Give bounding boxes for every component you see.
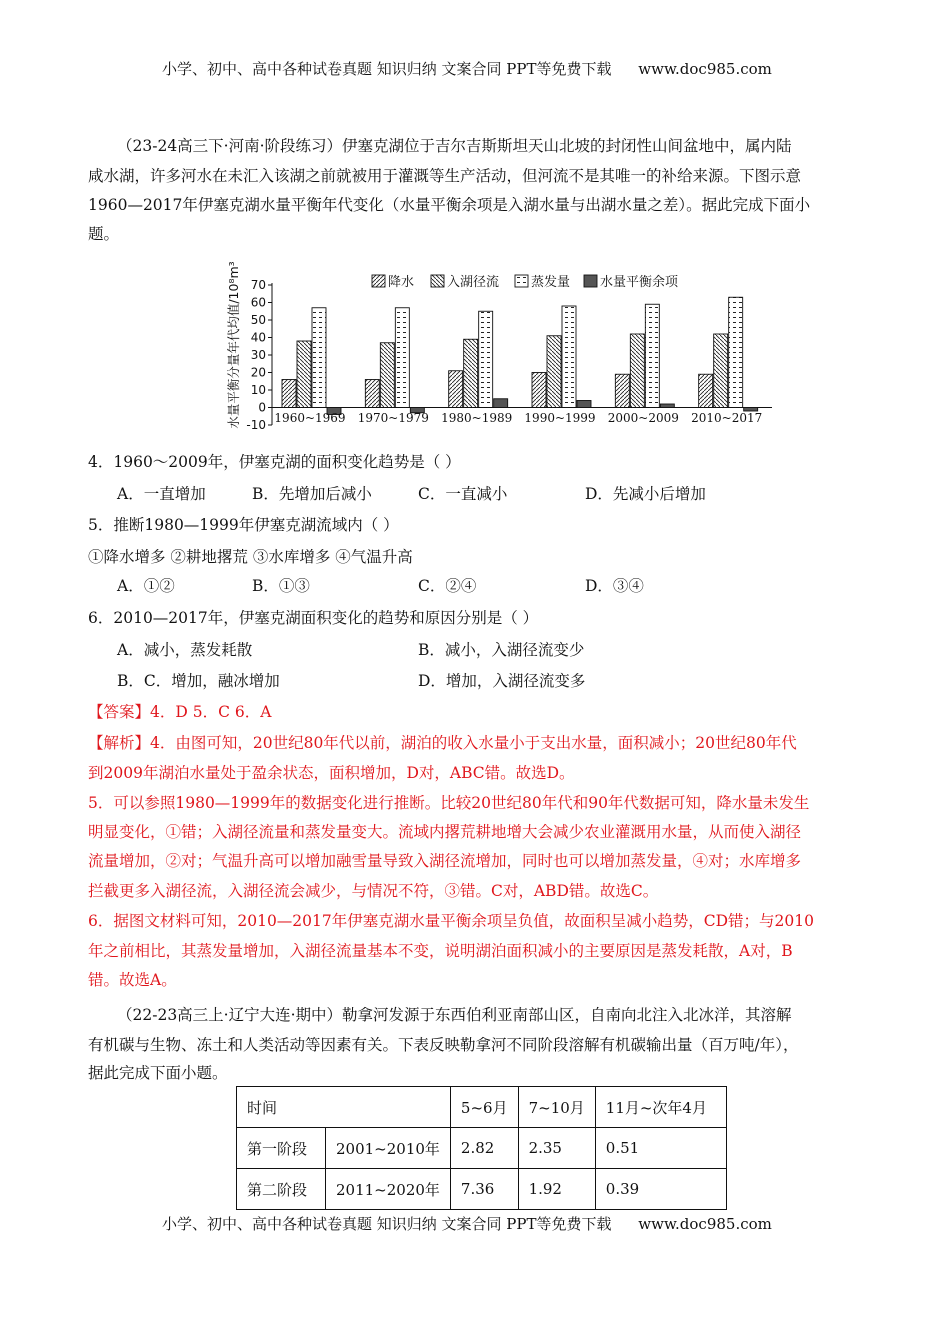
chart-bar <box>312 308 326 408</box>
table-cell-stage: 第一阶段 <box>237 1128 326 1169</box>
page-header <box>162 58 772 79</box>
chart-bar <box>297 341 311 408</box>
intro1-line2: 咸水湖，许多河水在未汇入该湖之前就被用于灌溉等生产活动，但河流不是其唯一的补给来源。下图示意 <box>88 167 802 185</box>
chart-y-tick-label: 60 <box>250 295 266 310</box>
analysis-line-5: 流量增加，②对；气温升高可以增加融雪量导致入湖径流增加，同时也可以增加蒸发量，④对；水库增多 <box>88 852 802 870</box>
footer-site-text: 小学、初中、高中各种试卷真题 知识归纳 文案合同 PPT等免费下载 <box>162 1215 612 1233</box>
table-row <box>237 1169 727 1210</box>
intro1-line4: 题。 <box>88 225 120 243</box>
chart-legend-label: 水量平衡余项 <box>600 275 679 290</box>
chart-x-tick-label: 2010~2017 <box>691 411 763 425</box>
chart-y-tick-label: 10 <box>250 383 266 397</box>
chart-legend-label: 蒸发量 <box>531 275 571 290</box>
q5-option-d[interactable]: D．③④ <box>585 577 644 595</box>
chart-y-tick-label: 30 <box>250 348 266 362</box>
analysis-line-1: 【解析】4．由图可知，20世纪80年代以前，湖泊的收入水量小于支出水量，面积减小；20世纪80年代 <box>88 734 797 752</box>
chart-y-tick-label: 20 <box>250 365 266 380</box>
chart-bar <box>729 297 743 407</box>
q6-option-b[interactable]: B．减小，入湖径流变少 <box>418 641 585 659</box>
chart-bar <box>714 334 728 408</box>
table-cell-stage: 第二阶段 <box>237 1169 326 1210</box>
intro1-line3: 1960—2017年伊塞克湖水量平衡年代变化（水量平衡余项是入湖水量与出湖水量之差）。据此完成下面小 <box>88 196 811 214</box>
table-cell-period: 2001~2010年 <box>326 1128 451 1169</box>
water-balance-chart <box>228 255 788 435</box>
chart-x-tick-label: 1960~1969 <box>274 411 346 425</box>
chart-y-axis-label: 水量平衡分量年代均值/10⁸m³ <box>226 261 241 429</box>
table-header-time: 时间 <box>237 1087 451 1128</box>
chart-bar <box>380 343 394 408</box>
table-header-jul-oct: 7~10月 <box>518 1087 595 1128</box>
chart-x-tick-label: 1980~1989 <box>441 411 513 425</box>
chart-bar <box>660 404 674 408</box>
q6-option-d[interactable]: D．增加，入湖径流变多 <box>418 672 586 690</box>
q5-statements: ①降水增多 ②耕地撂荒 ③水库增多 ④气温升高 <box>88 548 413 566</box>
q4-option-b[interactable]: B．先增加后减小 <box>252 485 372 503</box>
q6-option-a[interactable]: A．减小，蒸发耗散 <box>117 641 253 659</box>
analysis-line-8: 年之前相比，其蒸发量增加，入湖径流量基本不变，说明湖泊面积减小的主要原因是蒸发耗散，A对，B <box>88 942 793 960</box>
table-header-row <box>237 1087 727 1128</box>
chart-bar <box>282 380 296 408</box>
q5-option-a[interactable]: A．①② <box>117 577 175 595</box>
table-cell-value: 2.35 <box>518 1128 595 1169</box>
chart-bar <box>615 374 629 407</box>
chart-legend-swatch <box>431 275 444 287</box>
analysis-line-7: 6．据图文材料可知，2010—2017年伊塞克湖水量平衡余项呈负值，故面积呈减小趋势，CD错；与2010 <box>88 912 814 930</box>
analysis-line-3: 5．可以参照1980—1999年的数据变化进行推断。比较20世纪80年代和90年代数据可知，降水量未发生 <box>88 794 810 812</box>
chart-x-tick-label: 2000~2009 <box>607 411 679 425</box>
chart-x-tick-label: 1970~1979 <box>357 411 429 425</box>
chart-x-tick-label: 1990~1999 <box>524 411 596 425</box>
chart-y-tick-label: 0 <box>258 400 266 415</box>
chart-legend-swatch <box>515 275 528 287</box>
intro2-line1: （22-23高三上·辽宁大连·期中）勒拿河发源于东西伯利亚南部山区，自南向北注入北冰洋，其溶解 <box>117 1006 792 1024</box>
chart-legend-swatch <box>584 275 597 287</box>
chart-y-tick-label: 40 <box>250 330 266 345</box>
chart-bar <box>699 374 713 407</box>
footer-url[interactable]: www.doc985.com <box>638 1215 772 1233</box>
table-header-may-jun: 5~6月 <box>450 1087 518 1128</box>
chart-bar <box>630 334 644 408</box>
chart-bar <box>562 306 576 408</box>
analysis-line-4: 明显变化，①错；入湖径流量和蒸发量变大。流域内撂荒耕地增大会减少农业灌溉用水量，从而使入湖径 <box>88 823 802 841</box>
q6-option-c[interactable]: B．C．增加，融冰增加 <box>117 672 280 690</box>
answer-line: 【答案】4．D 5．C 6．A <box>88 703 272 721</box>
chart-legend-swatch <box>372 275 385 287</box>
chart-bar <box>494 399 508 408</box>
intro2-line3: 据此完成下面小题。 <box>88 1064 228 1082</box>
header-url[interactable]: www.doc985.com <box>638 60 772 78</box>
q5-stem: 5．推断1980—1999年伊塞克湖流域内（ ） <box>88 516 399 534</box>
chart-bar <box>645 304 659 407</box>
chart-bar <box>547 336 561 408</box>
q4-option-a[interactable]: A．一直增加 <box>117 485 206 503</box>
chart-bar <box>395 308 409 408</box>
chart-y-tick-label: -10 <box>246 418 266 432</box>
intro2-line2: 有机碳与生物、冻土和人类活动等因素有关。下表反映勒拿河不同阶段溶解有机碳输出量（百万吨/年）， <box>88 1036 799 1054</box>
doc-export-table <box>236 1086 727 1210</box>
q6-stem: 6．2010—2017年，伊塞克湖面积变化的趋势和原因分别是（ ） <box>88 609 539 627</box>
chart-bar <box>532 373 546 408</box>
table-cell-value: 0.51 <box>595 1128 726 1169</box>
header-site-text: 小学、初中、高中各种试卷真题 知识归纳 文案合同 PPT等免费下载 <box>162 60 612 78</box>
table-cell-value: 7.36 <box>450 1169 518 1210</box>
q5-option-c[interactable]: C．②④ <box>418 577 477 595</box>
table-cell-value: 0.39 <box>595 1169 726 1210</box>
page-footer <box>162 1213 772 1234</box>
analysis-line-2: 到2009年湖泊水量处于盈余状态，面积增加，D对，ABC错。故选D。 <box>88 764 575 782</box>
table-cell-period: 2011~2020年 <box>326 1169 451 1210</box>
intro1-line1: （23-24高三下·河南·阶段练习）伊塞克湖位于吉尔吉斯斯坦天山北坡的封闭性山间盆地中，属内陆 <box>117 137 792 155</box>
chart-bar <box>365 380 379 408</box>
q5-option-b[interactable]: B．①③ <box>252 577 310 595</box>
q4-option-d[interactable]: D．先减小后增加 <box>585 485 706 503</box>
table-cell-value: 1.92 <box>518 1169 595 1210</box>
q4-stem: 4．1960～2009年，伊塞克湖的面积变化趋势是（ ） <box>88 453 461 471</box>
q4-option-c[interactable]: C．一直减小 <box>418 485 508 503</box>
chart-y-tick-label: 70 <box>250 278 266 292</box>
chart-bar <box>577 401 591 408</box>
table-header-nov-apr: 11月~次年4月 <box>595 1087 726 1128</box>
chart-bar <box>464 339 478 407</box>
chart-svg <box>228 255 788 435</box>
chart-bar <box>479 311 493 407</box>
table-cell-value: 2.82 <box>450 1128 518 1169</box>
chart-legend-label: 降水 <box>388 275 415 290</box>
chart-bar <box>449 371 463 408</box>
analysis-line-9: 错。故选A。 <box>88 971 177 989</box>
analysis-line-6: 拦截更多入湖径流，入湖径流会减少，与情况不符，③错。C对，ABD错。故选C。 <box>88 882 659 900</box>
chart-legend-label: 入湖径流 <box>447 275 500 290</box>
chart-y-tick-label: 50 <box>250 313 266 327</box>
table-row <box>237 1128 727 1169</box>
